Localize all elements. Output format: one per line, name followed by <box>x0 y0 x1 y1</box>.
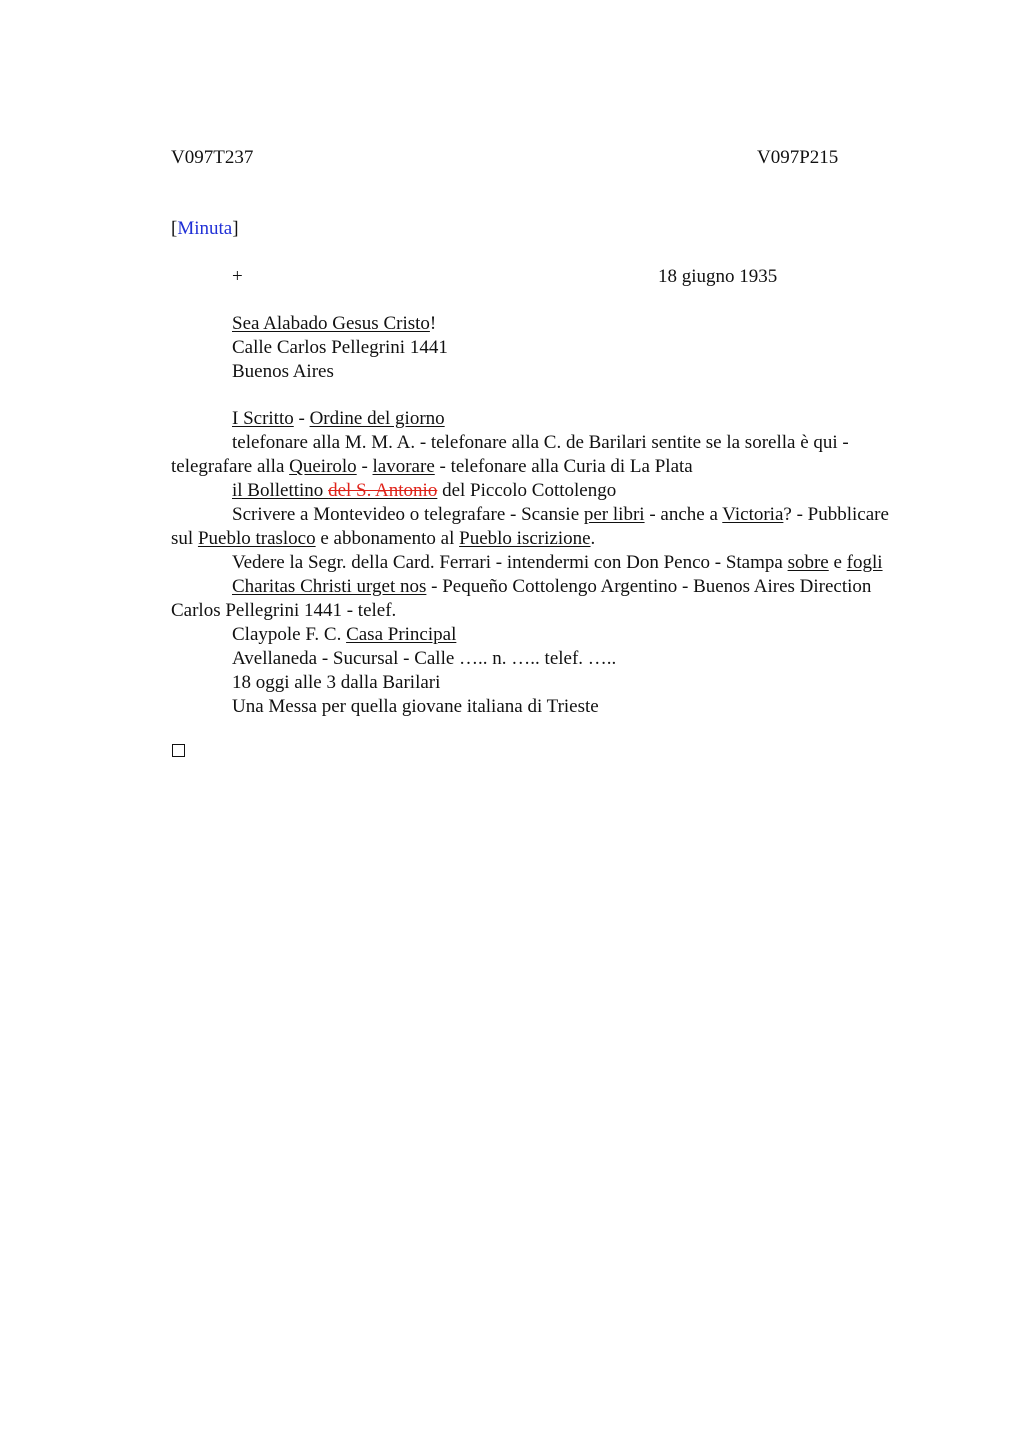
p5-fogli: fogli <box>846 552 883 573</box>
bracket-open: [ <box>171 218 178 239</box>
document-code-left: V097T237 <box>171 147 254 168</box>
p4-text-e: ? - Pubblicare sul <box>171 504 889 549</box>
bracket-close: ] <box>232 218 239 239</box>
p4-victoria: Victoria <box>722 504 784 525</box>
p1-title: I Scritto <box>232 408 294 429</box>
p5-text-a: Vedere la Segr. della Card. Ferrari - intendermi con Don Penco - Stampa <box>232 552 788 573</box>
greeting-text: Sea Alabado Gesus Cristo <box>232 313 430 334</box>
cross-sign: + <box>232 266 243 287</box>
address-city: Buenos Aires <box>232 361 334 382</box>
p5-sobre: sobre <box>787 552 829 573</box>
address-block <box>232 312 448 384</box>
paragraph-8: Avellaneda - Sucursal - Calle ….. n. ….. telef. ….. <box>232 648 617 669</box>
p1-sep: - <box>293 408 310 429</box>
p3-bollettino: il Bollettino <box>232 480 329 501</box>
p4-text-a: Scrivere a Montevideo o telegrafare - Scansie <box>232 504 584 525</box>
p1-subtitle: Ordine del giorno <box>309 408 445 429</box>
p2-text-a: telefonare alla M. M. A. - telefonare alla C. de Barilari sentite se la sorella è qui - telegrafare alla <box>171 432 849 477</box>
letter-date: 18 giugno 1935 <box>658 266 778 287</box>
greeting-punct: ! <box>429 313 437 334</box>
paragraph-5 <box>171 551 911 575</box>
p4-pueblo-trasloco: Pueblo trasloco <box>197 528 316 549</box>
paragraph-3 <box>171 479 911 503</box>
paragraph-10: Una Messa per quella giovane italiana di Trieste <box>232 696 599 717</box>
document-type-label: Minuta <box>177 218 233 239</box>
document-code-right: V097P215 <box>757 147 839 168</box>
letter-body <box>171 407 911 719</box>
paragraph-4 <box>171 503 911 551</box>
p4-text-c: - anche a <box>644 504 723 525</box>
p7-casa-principal: Casa Principal <box>346 624 457 645</box>
p4-period: . <box>590 528 596 549</box>
document-type <box>171 217 239 241</box>
p6-motto: Charitas Christi urget nos <box>232 576 427 597</box>
p2-sep: - <box>356 456 373 477</box>
p2-lavorare: lavorare <box>372 456 435 477</box>
end-box-icon <box>172 744 185 757</box>
p7-text-a: Claypole F. C. <box>232 624 347 645</box>
paragraph-6 <box>171 575 911 623</box>
p4-per-libri: per libri <box>583 504 645 525</box>
p2-queirolo: Queirolo <box>289 456 357 477</box>
p3-underlined <box>232 480 437 501</box>
paragraph-1 <box>171 407 911 431</box>
address-street: Calle Carlos Pellegrini 1441 <box>232 337 448 358</box>
p5-text-c: e <box>828 552 847 573</box>
p4-text-g: e abbonamento al <box>315 528 460 549</box>
p3-text-b: del Piccolo Cottolengo <box>437 480 617 501</box>
p2-text-e: - telefonare alla Curia di La Plata <box>434 456 693 477</box>
p4-pueblo-iscrizione: Pueblo iscrizione <box>459 528 591 549</box>
paragraph-2 <box>171 431 911 479</box>
p6-text-b: - Pequeño Cottolengo Argentino - Buenos Aires Direction Carlos Pellegrini 1441 - telef. <box>171 576 872 621</box>
paragraph-7 <box>171 623 911 647</box>
paragraph-9: 18 oggi alle 3 dalla Barilari <box>232 672 441 693</box>
greeting <box>232 312 448 336</box>
p3-deleted-text: del S. Antonio <box>328 480 438 501</box>
